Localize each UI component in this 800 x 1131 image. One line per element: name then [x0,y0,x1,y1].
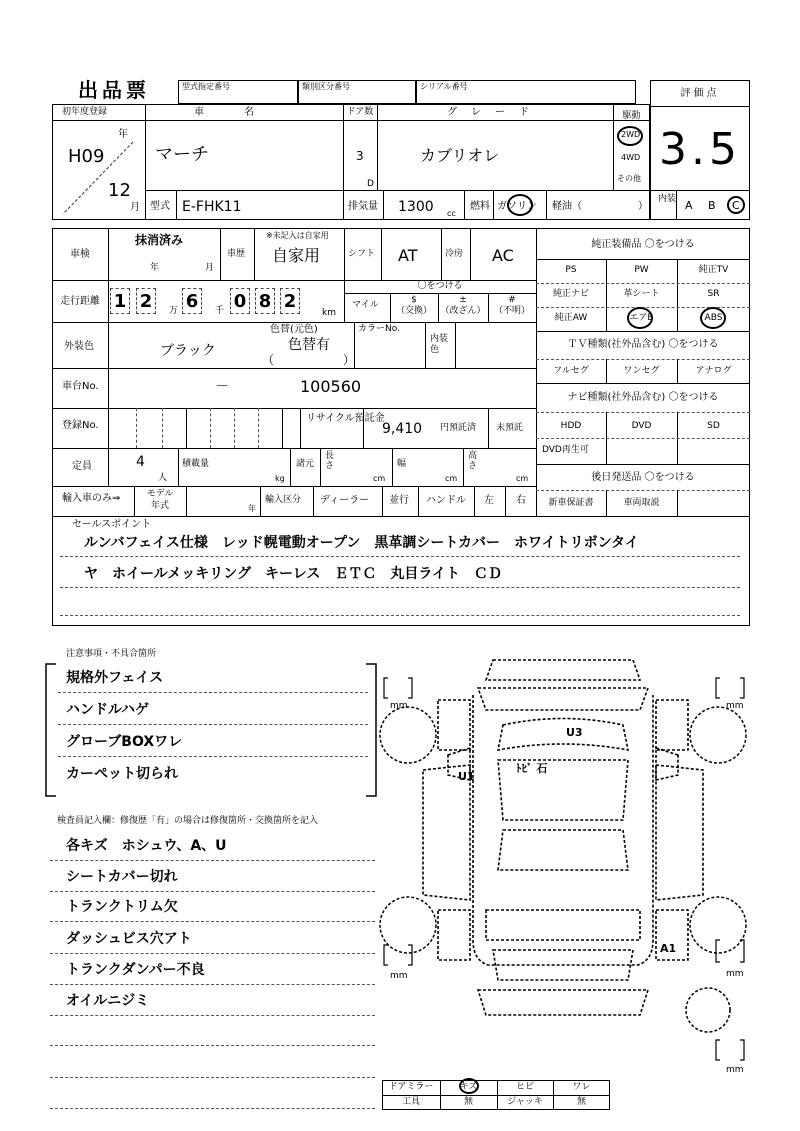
mm-label: mm [726,701,744,711]
model: E-FHK11 [182,199,242,215]
inspector-item: トランクトリム欠 [66,899,178,915]
mileage-mark-label: 〇をつける [417,281,463,291]
tools-value: 無 [463,1097,473,1107]
car-damage-diagram [378,640,758,1080]
first-reg-label: 初年度登録 [62,107,108,117]
grade-label: グレード [447,107,543,118]
ac-value: AC [492,246,514,265]
drive-4wd: 4WD [621,153,641,162]
parallel-option: 並行 [389,495,409,506]
interior-grade-c: C [732,199,740,212]
model-no-label: 型式指定番号 [182,82,230,91]
model-year-label-2: 年式 [150,501,169,511]
selection-circle [727,196,745,214]
fuel-label: 燃料 [470,201,490,212]
tv-title: ＴＶ種類(社外品含む) 〇をつける [567,339,719,350]
equip-tv: 純正TV [698,265,729,275]
reg-label: 登録No. [62,420,99,431]
sen-unit: 千 [215,306,225,316]
tv-fullseg: フルセグ [553,366,589,376]
import-class-label: 輸入区分 [265,495,302,505]
sales-line-1: ルンバフェイス仕様 レッド幌電動オープン 黒革調シートカバー ホワイトリボンタイ [84,535,639,551]
door-mirror-label: ドアミラー [388,1082,434,1092]
modify-mark: ± [459,295,467,305]
first-reg-month: 12 [108,180,131,201]
selection-circle [507,194,533,216]
interior-grade-a: A [685,199,693,212]
dealer-option: ディーラー [320,495,370,506]
chassis-label: 車台No. [62,381,99,392]
displacement-label: 排気量 [348,201,378,212]
recycle-value: 9,410 [382,421,423,437]
km-unit: km [322,308,336,318]
inspector-item: トランクダンパー不良 [66,962,205,978]
note-item: 規格外フェイス [66,670,164,686]
history-label: 車歴 [227,249,246,259]
first-reg-era: H09 [68,146,105,167]
car-name-label: 車名 [194,107,294,118]
import-label: 輸入車のみ⇒ [62,493,121,504]
chassis-no: 100560 [300,377,362,396]
history-note: ※未記入は自家用 [266,231,329,240]
odo-digit: 0 [230,288,250,314]
sales-line-2: ヤ ホイールメッキリング キーレス ＥＴＣ 丸目ライト ＣＤ [84,566,502,582]
color-no-label: カラーNo. [358,324,400,334]
interior-grade-label: 内装 [658,194,677,204]
cc-unit: cc [447,209,456,218]
selection-circle [459,1078,479,1094]
sales-label: セールスポイント [72,519,152,530]
modified-option: （改ざん） [440,306,486,316]
grade: カブリオレ [420,146,500,165]
mm-label: mm [390,971,408,981]
equip-leather: 革シート [623,289,660,299]
later-title: 後日発送品 〇をつける [591,472,695,483]
paren-close: ） [343,353,356,367]
length-cm: cm [373,474,386,483]
equip-ps: PS [565,265,577,275]
selection-circle [617,126,643,146]
fuel-diesel: 軽油（ [552,201,582,212]
length-label: 長さ [325,451,335,471]
interior-color-label: 内装色 [430,334,449,355]
class-no-label: 類別区分番号 [302,82,350,91]
later-warranty: 新車保証書 [548,498,594,508]
damage-u1: U1 [458,770,475,783]
mm-label: mm [390,701,408,711]
person-unit: 人 [158,473,168,483]
exterior-color: ブラック [160,343,216,359]
ac-label: 冷房 [445,249,464,259]
selection-circle [627,307,653,329]
navi-sd: SD [707,421,720,431]
odo-digit: 2 [280,288,300,314]
recycle-unit: 円預託済 [440,423,477,433]
height-label: 高さ [468,451,478,471]
color-changed: 色替有 [288,337,330,353]
paren-open: （ [262,353,275,367]
navi-hdd: HDD [560,421,582,431]
width-label: 幅 [397,459,407,469]
dvd-play: DVD再生可 [542,445,589,455]
odo-digit: 8 [255,288,275,314]
model-year-label-1: モデル [146,489,174,499]
odo-digit: 2 [136,288,156,314]
damage-hibi: ﾄﾋﾞ 石 [516,762,548,775]
inspection-label: 車検 [70,249,90,260]
equip-abs: ABS [704,313,723,323]
damage-a1: A1 [660,942,677,955]
exterior-label: 外装色 [64,341,94,352]
drive-2wd: 2WD [621,130,641,139]
mm-label: mm [726,1065,744,1075]
dollar-mark: $ [411,295,417,305]
mileage-label: 走行距離 [60,296,100,307]
drive-label: 駆動 [622,111,641,121]
inspection-month-unit: 月 [205,263,215,273]
tools-label: 工具 [401,1097,420,1107]
recycle-no: 未預託 [496,423,524,433]
equip-navi: 純正ナビ [552,289,589,299]
equip-pw: PW [634,265,649,275]
car-name: マーチ [155,144,209,165]
interior-grade-b: B [708,199,716,212]
man-unit: 万 [169,306,179,316]
inspector-item: 各キズ ホシュウ、A、U [66,838,227,854]
capacity-label: 定員 [72,461,92,472]
notes-label: 注意事項・不具合箇所 [66,649,157,659]
door-label: ドア数 [346,107,374,117]
rating-value: 3.5 [659,124,741,175]
shift-label: シフト [348,249,376,259]
mm-label: mm [726,969,744,979]
door-unit: D [367,179,374,189]
inspector-item: ダッシュビス穴アト [66,931,192,947]
dims-label: 諸元 [296,459,315,469]
handle-right: 右 [516,495,526,506]
mile-option: マイル [352,300,379,310]
navi-dvd: DVD [631,421,652,431]
ware-label: ワレ [572,1082,591,1092]
fuel-gasoline: ガソリン [497,201,537,212]
later-manual: 車両取説 [623,498,660,508]
equip-airbag: エアB [629,313,654,323]
tv-analog: アナログ [695,366,732,376]
color-change-label: 色替(元色) [270,324,318,335]
swap-option: （交換） [395,306,432,316]
chassis-dash: － [215,379,229,395]
odo-digit: 6 [182,288,202,314]
odo-digit: 1 [110,288,130,314]
year-unit: 年 [118,129,128,140]
note-item: ハンドルハゲ [66,702,150,718]
equip-aw: 純正AW [554,313,588,323]
jack-label: ジャッキ [507,1097,543,1107]
shift-value: AT [398,246,418,265]
inspector-item: オイルニジミ [66,993,150,1009]
damage-u3: U3 [566,726,583,739]
equipment-title: 純正装備品 〇をつける [591,239,695,250]
import-year-unit: 年 [248,504,256,513]
navi-title: ナビ種類(社外品含む) 〇をつける [567,392,719,403]
recycle-label: リサイクル預託金 [306,413,385,424]
doors: 3 [356,149,364,163]
unknown-option: （不明） [493,306,530,316]
inspector-item: シートカバー切れ [66,869,178,885]
month-unit: 月 [130,202,140,213]
hash-mark: # [508,295,516,305]
fuel-close: ） [638,201,648,212]
handle-left: 左 [484,495,494,506]
inspection-year-unit: 年 [150,263,160,273]
equip-sr: SR [707,289,720,299]
note-item: カーペット切られ [66,766,178,782]
jack-value: 無 [576,1097,586,1107]
model-label: 型式 [150,201,170,212]
note-item: グローブBOXワレ [66,734,183,750]
hibi-label: ヒビ [515,1082,534,1092]
rating-label: 評価点 [680,88,720,99]
inspection-value: 抹消済み [135,233,184,247]
history-value: 自家用 [272,246,321,265]
tv-oneseg: ワンセグ [623,366,660,376]
inspector-label: 検査員記入欄：修復歴「有」の場合は修復箇所・交換箇所を記入 [57,816,319,826]
selection-circle [700,307,726,329]
drive-other: その他 [617,174,641,183]
height-cm: cm [516,474,529,483]
load-label: 積載量 [182,459,210,469]
serial-label: シリアル番号 [420,82,468,91]
date-slash [55,124,145,218]
displacement: 1300 [398,199,434,215]
handle-label: ハンドル [426,495,466,506]
form-title: 出品票 [78,78,150,102]
width-cm: cm [445,474,458,483]
kg-unit: kg [275,474,285,483]
door-mirror-value: キズ [459,1082,478,1092]
capacity-value: 4 [136,454,145,470]
